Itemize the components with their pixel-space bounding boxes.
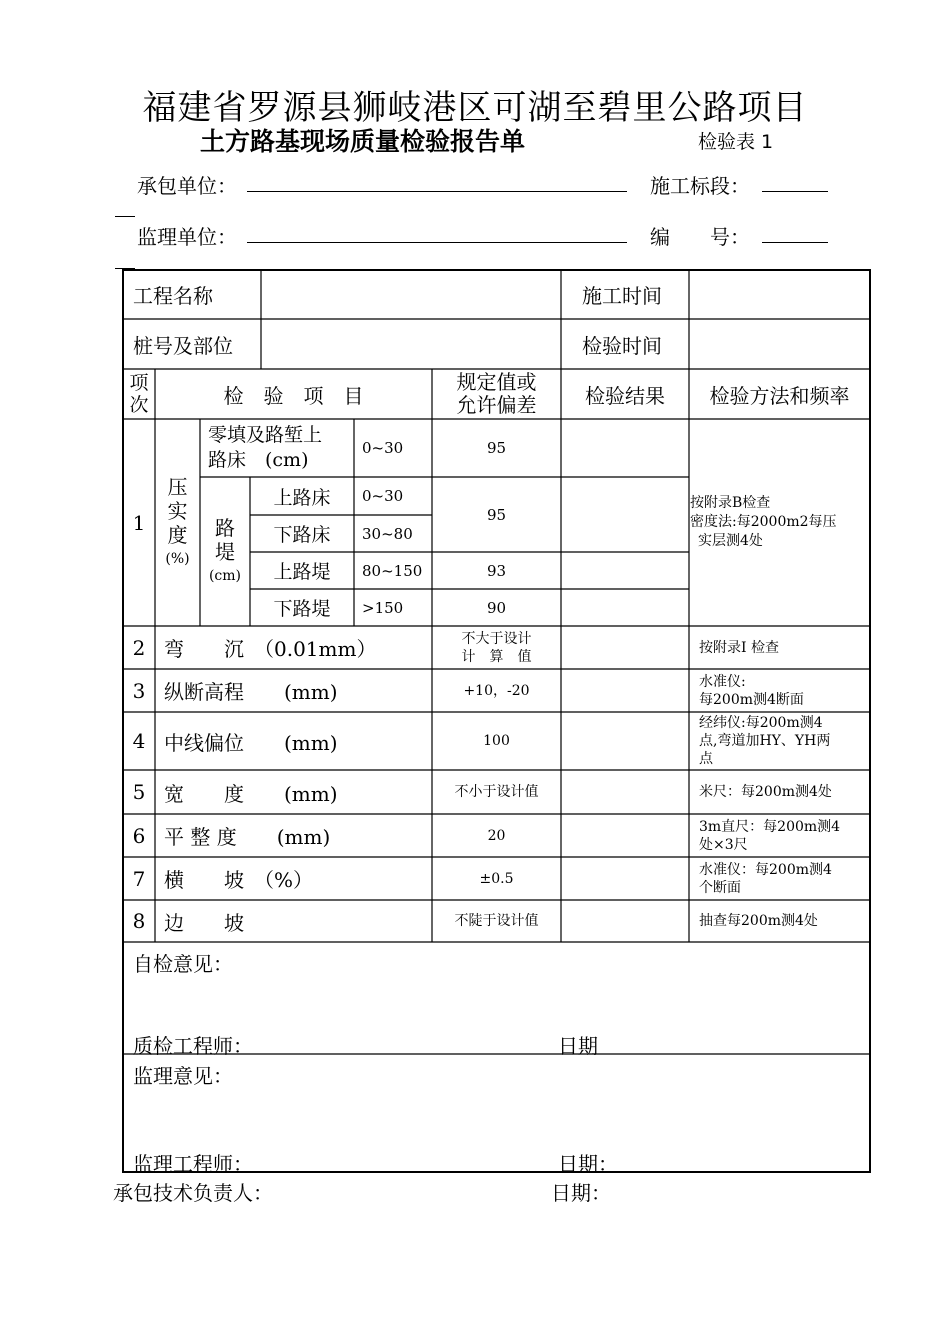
supervision-date-label: 日期： — [558, 1152, 618, 1176]
row-method-line: 米尺：每200m测4处 — [699, 784, 832, 800]
row-index: 5 — [132, 780, 146, 804]
row-spec — [432, 712, 561, 770]
tech-lead-label: 承包技术负责人： — [113, 1181, 273, 1205]
row-spec-line: ±0.5 — [479, 870, 514, 887]
col-result-header: 检验结果 — [585, 383, 665, 408]
row-spec-line: +10，-20 — [463, 682, 530, 699]
fill-label — [208, 419, 354, 477]
row-spec — [432, 814, 561, 857]
row-method-line: 点,弯道加HY、YH两 — [699, 733, 831, 749]
row-spec-line: 不陡于设计值 — [454, 913, 539, 929]
compaction-label — [155, 419, 200, 626]
row-index: 2 — [132, 635, 146, 660]
row-method — [699, 857, 867, 900]
construction-time-value[interactable] — [690, 271, 869, 318]
upper-embankment-name: 上路堤 — [273, 561, 331, 583]
row-item: 中线偏位 (mm) — [164, 730, 338, 755]
row-index: 6 — [132, 823, 146, 848]
row1-method-line-3: 实层测4处 — [698, 533, 763, 549]
lower-embankment-value: 90 — [486, 598, 507, 617]
self-check-content[interactable] — [133, 975, 863, 1025]
supervision-label: 监理意见： — [133, 1064, 233, 1088]
station-label: 桩号及部位 — [133, 333, 233, 358]
col-index-header — [123, 369, 155, 419]
lower-roadbed-name: 下路床 — [273, 524, 331, 546]
row-item: 平 整 度 (mm) — [164, 825, 331, 849]
row-method-line: 经纬仪:每200m测4 — [699, 715, 823, 731]
row-result[interactable] — [562, 771, 688, 813]
inspection-time-label: 检验时间 — [582, 333, 662, 358]
row-spec-line: 不小于设计值 — [454, 784, 539, 800]
embankment-unit: (cm) — [208, 567, 242, 584]
embankment-label — [200, 477, 250, 626]
fill-depth: 0~30 — [362, 439, 404, 457]
row-method — [699, 626, 867, 669]
row-result[interactable] — [562, 670, 688, 711]
compaction-unit: (%) — [165, 550, 190, 567]
row-index: 4 — [132, 729, 146, 753]
col-spec-header — [432, 369, 561, 419]
row-item: 弯 沉 （0.01mm） — [164, 637, 377, 661]
upper-embankment-result[interactable] — [562, 553, 688, 588]
row1-method — [690, 419, 868, 626]
embankment-char-1: 路 — [215, 515, 235, 540]
supervisor-label: 监理单位： — [137, 225, 237, 249]
row-method — [699, 900, 867, 942]
row-spec — [432, 857, 561, 900]
row-method-line: 个断面 — [699, 879, 741, 896]
document-title: 福建省罗源县狮岐港区可湖至碧里公路项目 — [142, 88, 808, 128]
row-spec — [432, 900, 561, 942]
lower-embankment-name: 下路堤 — [273, 598, 331, 620]
supervision-content[interactable] — [133, 1088, 863, 1143]
project-name-label: 工程名称 — [133, 284, 213, 308]
col-spec-line-2: 允许偏差 — [456, 393, 537, 417]
row-item: 宽 度 (mm) — [164, 781, 338, 806]
qc-engineer-label: 质检工程师： — [133, 1034, 253, 1058]
supervision-engineer-label: 监理工程师： — [133, 1152, 253, 1176]
form-number: 检验表 1 — [698, 131, 774, 153]
construction-time-label: 施工时间 — [582, 284, 662, 308]
compaction-char-1: 压 — [167, 474, 188, 499]
self-check-label: 自检意见： — [133, 952, 233, 976]
row-method-line: 点 — [699, 751, 713, 767]
roadbed-result[interactable] — [562, 478, 688, 551]
number-label: 编 号： — [650, 225, 750, 249]
row-method-line: 水准仪：每200m测4 — [699, 861, 832, 878]
lower-embankment-result[interactable] — [562, 590, 688, 625]
row-method-line: 每200m测4断面 — [699, 691, 804, 708]
col-spec-line-1: 规定值或 — [456, 370, 537, 394]
row-spec — [432, 669, 561, 712]
upper-embankment-value: 93 — [486, 561, 507, 580]
row-spec — [432, 626, 561, 669]
row-method — [699, 814, 867, 857]
row-spec-line: 20 — [487, 827, 506, 844]
embankment-char-2: 堤 — [215, 539, 235, 564]
row-method — [699, 669, 867, 712]
upper-roadbed-depth: 0~30 — [362, 487, 404, 505]
col-method-header: 检验方法和频率 — [709, 383, 850, 408]
row-method-line: 3m直尺：每200m测4 — [699, 818, 841, 835]
lower-embankment-depth: >150 — [362, 598, 404, 617]
footer-date-label: 日期： — [551, 1181, 611, 1205]
row-method-line: 处×3尺 — [699, 836, 748, 853]
report-subtitle: 土方路基现场质量检验报告单 — [200, 127, 526, 156]
project-name-value[interactable] — [262, 271, 560, 318]
row-spec-line: 计 算 值 — [461, 648, 532, 665]
fill-line-1: 零填及路堑上 — [208, 424, 323, 446]
row-method — [699, 770, 867, 814]
row-method-line: 水准仪: — [699, 673, 746, 690]
section-label: 施工标段： — [650, 174, 750, 198]
lower-roadbed-depth: 30~80 — [362, 524, 413, 543]
row-result[interactable] — [562, 858, 688, 899]
fill-result[interactable] — [562, 420, 688, 476]
row-item: 横 坡 （%） — [164, 868, 314, 892]
roadbed-value: 95 — [486, 505, 507, 524]
row-method-line: 按附录I 检查 — [699, 639, 779, 656]
row-result[interactable] — [562, 815, 688, 856]
row-item: 纵断高程 (mm) — [164, 680, 338, 704]
compaction-char-2: 实 — [167, 498, 188, 523]
row1-method-line-2: 密度法:每2000m2每压 — [690, 514, 837, 530]
row1-method-line-1: 按附录B检查 — [690, 495, 771, 511]
qc-date-label: 日期 — [558, 1034, 598, 1058]
row-result[interactable] — [562, 901, 688, 941]
col-index-char-1: 项 — [129, 372, 149, 394]
row-result[interactable] — [562, 627, 688, 668]
upper-roadbed-name: 上路床 — [273, 486, 331, 509]
col-index-char-2: 次 — [129, 394, 149, 416]
fill-line-2: 路床 (cm) — [208, 449, 309, 471]
row-index: 8 — [132, 909, 146, 933]
contractor-label: 承包单位： — [137, 174, 237, 198]
col-item-header: 检 验 项 目 — [223, 383, 364, 408]
upper-embankment-depth: 80~150 — [362, 561, 423, 580]
row1-index: 1 — [132, 510, 146, 535]
inspection-time-value[interactable] — [690, 320, 869, 368]
fill-value: 95 — [486, 439, 507, 457]
row-spec-line: 不大于设计 — [461, 630, 532, 647]
row-index: 3 — [132, 678, 146, 703]
compaction-char-3: 度 — [167, 522, 188, 547]
row-spec-line: 100 — [483, 733, 510, 749]
row-spec — [432, 770, 561, 814]
station-value[interactable] — [262, 320, 560, 368]
row-item: 边 坡 — [164, 910, 244, 935]
row-result[interactable] — [562, 713, 688, 769]
row-method-line: 抽查每200m测4处 — [699, 913, 818, 929]
row-method — [699, 712, 867, 770]
row-index: 7 — [132, 866, 146, 891]
